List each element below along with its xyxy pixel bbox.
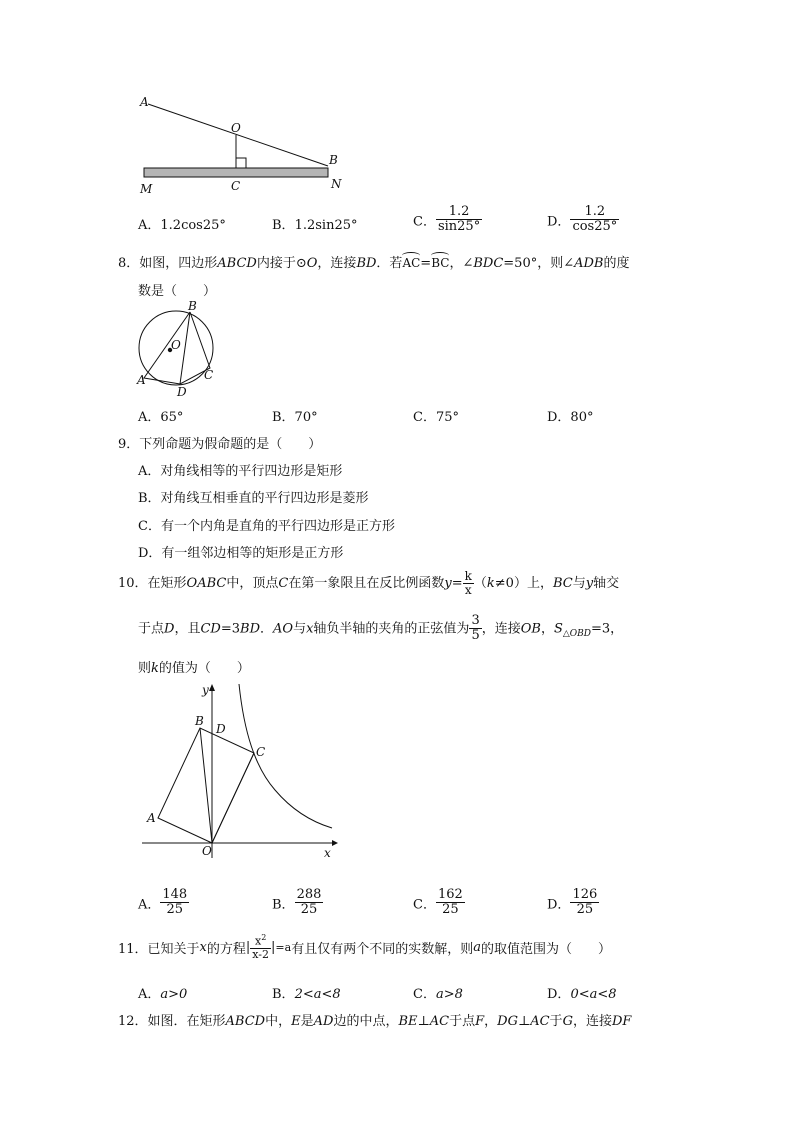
- q10-fraction-numerator: k: [464, 569, 472, 583]
- q10-text-7: 与: [572, 576, 586, 592]
- q10-stem-line1: [118, 570, 619, 597]
- q10-option-b[interactable]: [272, 888, 323, 918]
- q8-o: O: [306, 256, 318, 271]
- q7-option-d-fraction: [570, 205, 619, 235]
- q10-l2e: 与: [293, 621, 307, 637]
- q12-text-6: 于点: [449, 1014, 476, 1029]
- q7-option-b[interactable]: [272, 214, 357, 233]
- fig10-label-x: x: [324, 846, 331, 860]
- q11-option-b[interactable]: [272, 983, 341, 1002]
- fig8-label-a: A: [137, 373, 146, 387]
- q11-x: x: [199, 939, 207, 955]
- diagonal-ob: [200, 728, 212, 843]
- q12-stem: [118, 1010, 631, 1029]
- q10-l2g: ，连接: [481, 621, 521, 637]
- q10-bc: BC: [552, 576, 573, 592]
- q10-x: x: [306, 621, 314, 637]
- q10-text-3: 在第一象限且在反比例函数: [288, 576, 445, 592]
- q10-option-a-fraction: [160, 888, 189, 918]
- q8-arc-ac: AC: [402, 252, 420, 270]
- q12-g: G: [562, 1014, 573, 1029]
- q9-option-a[interactable]: A．对角线相等的平行四边形是矩形: [138, 464, 343, 479]
- q10-bd: BD: [240, 621, 260, 637]
- q12-text-1: 12．如图．在矩形: [118, 1014, 226, 1029]
- q11-option-b-letter: B．: [272, 987, 295, 1002]
- q11-option-a-letter: A．: [138, 987, 161, 1002]
- q10-fraction-3-over-5: [469, 614, 481, 644]
- q7-option-a[interactable]: [138, 214, 226, 233]
- q11-option-d-text: 0<a<8: [570, 987, 617, 1002]
- q10-option-c-denominator: 25: [436, 902, 465, 917]
- q8-option-b[interactable]: B．70°: [272, 410, 318, 425]
- q8-bdc: BDC: [473, 256, 504, 271]
- q11-text-3: 有且仅有两个不同的实数解，则: [291, 941, 474, 957]
- q8-text-1: 8．如图，四边形: [118, 256, 218, 271]
- q10-fraction-k-over-x: [463, 570, 474, 597]
- q8-arc-bc: BC: [431, 252, 449, 270]
- q9-option-c[interactable]: C．有一个内角是直角的平行四边形是正方形: [138, 519, 395, 534]
- q8-figure: [130, 298, 230, 398]
- q10-option-c-fraction: [436, 888, 465, 918]
- q12-text-5: ⊥: [417, 1014, 430, 1029]
- fig7-label-o: O: [231, 121, 241, 135]
- q11-option-c-letter: C．: [413, 987, 436, 1002]
- q8-option-c[interactable]: C．75°: [413, 410, 459, 425]
- q10-option-a-denominator: 25: [160, 902, 189, 917]
- q12-ac2: AC: [530, 1014, 550, 1029]
- q11-a: a: [473, 939, 481, 955]
- q10-c: C: [278, 576, 289, 592]
- q10-l2i: =3，: [591, 621, 624, 637]
- fig10-label-c: C: [256, 745, 266, 759]
- q10-option-a-numerator: 148: [162, 887, 188, 902]
- q10-option-b-numerator: 288: [296, 887, 322, 902]
- q7-option-d-letter: D．: [547, 214, 571, 230]
- q12-ac: AC: [429, 1014, 450, 1029]
- q11-abs-bar-right: |: [271, 939, 276, 955]
- q10-y: y: [444, 576, 452, 592]
- q8-adb: ADB: [574, 256, 604, 271]
- q10-option-a-letter: A．: [138, 897, 161, 913]
- q8-abcd: ABCD: [217, 256, 257, 271]
- q7-option-c[interactable]: [413, 205, 482, 235]
- q11-option-d[interactable]: [547, 983, 617, 1002]
- q8-text-4: ．若: [376, 256, 403, 271]
- q7-option-d-numerator: 1.2: [584, 204, 606, 219]
- q10-option-d-numerator: 126: [572, 887, 598, 902]
- diagonal-bd: [180, 312, 190, 384]
- fig8-label-c: C: [204, 368, 214, 382]
- q10-l3a: 则: [138, 661, 152, 676]
- q10-ao: AO: [273, 621, 294, 637]
- q10-option-b-letter: B．: [272, 897, 295, 913]
- q10-text-6: ≠0）上，: [494, 576, 553, 592]
- q12-text-3: 是: [300, 1014, 314, 1029]
- q10-k2: k: [151, 661, 159, 676]
- q10-option-d-denominator: 25: [570, 902, 599, 917]
- q10-sine-denominator: 5: [471, 628, 480, 644]
- q12-f: F: [475, 1014, 485, 1029]
- q10-text-8: 轴交: [593, 576, 620, 592]
- q12-abcd: ABCD: [225, 1014, 266, 1029]
- ground-bar-mn: [144, 168, 328, 177]
- q11-option-d-letter: D．: [547, 987, 571, 1002]
- q11-text-2: 的方程: [206, 941, 246, 957]
- q7-figure: [130, 90, 350, 200]
- q10-s: S: [553, 621, 563, 637]
- q11-option-a-text: a>0: [160, 987, 188, 1002]
- q9-stem: 9．下列命题为假命题的是（ ）: [118, 437, 322, 452]
- q12-text-2: 中，: [265, 1014, 292, 1029]
- q11-numerator-exponent: 2: [261, 933, 267, 942]
- segment-ab: [148, 104, 328, 166]
- q12-text-10: ，连接: [572, 1014, 612, 1029]
- q12-df: DF: [611, 1014, 632, 1029]
- q11-option-c-text: a>8: [435, 987, 463, 1002]
- q8-text-7: 的度: [603, 256, 630, 271]
- q10-figure: [140, 682, 340, 862]
- q10-text-4: =: [451, 576, 463, 592]
- y-axis-arrow: [209, 684, 215, 691]
- fig7-label-n: N: [331, 177, 342, 191]
- q10-s-subscript: △OBD: [562, 628, 592, 639]
- q10-d: D: [164, 621, 175, 637]
- q7-option-a-text: 1.2cos25°: [160, 218, 226, 233]
- q11-abs-bar-left: |: [245, 939, 251, 955]
- q8-text-5: ，∠: [449, 256, 474, 271]
- q7-option-c-denominator: sin25°: [437, 219, 481, 235]
- fig7-label-m: M: [140, 182, 153, 196]
- q8-bd: BD: [356, 256, 377, 271]
- q7-option-b-letter: B．: [272, 218, 295, 233]
- fig10-label-a: A: [147, 811, 156, 825]
- q11-text-1: 11．已知关于: [118, 941, 200, 957]
- q10-option-b-denominator: 25: [295, 902, 324, 917]
- q10-oabc: OABC: [186, 576, 227, 592]
- q7-option-d-denominator: cos25°: [572, 219, 618, 235]
- q8-text-2: 内接于⊙: [256, 256, 307, 271]
- q7-option-a-letter: A．: [138, 218, 161, 233]
- q10-l2c: =3: [220, 621, 241, 637]
- q10-option-d-letter: D．: [547, 897, 571, 913]
- q10-option-a[interactable]: [138, 888, 189, 918]
- q12-be: BE: [398, 1014, 418, 1029]
- q10-ob: OB: [520, 621, 541, 637]
- q11-option-b-text: 2<a<8: [294, 987, 341, 1002]
- q11-equals-a: =a: [275, 940, 292, 954]
- q10-text-2: 中，顶点: [226, 576, 279, 592]
- x-axis-arrow: [332, 840, 338, 846]
- q10-option-c[interactable]: [413, 888, 465, 918]
- fig8-label-d: D: [177, 385, 187, 398]
- q12-dg: DG: [497, 1014, 518, 1029]
- q12-e: E: [291, 1014, 301, 1029]
- q11-fraction: [250, 934, 271, 961]
- q12-ad: AD: [313, 1014, 334, 1029]
- q11-fraction-numerator: [250, 934, 271, 948]
- q10-text-1: 10．在矩形: [118, 576, 187, 592]
- q8-stem-line2: 数是（ ）: [138, 284, 217, 299]
- q11-text-4: 的取值范围为（ ）: [480, 941, 611, 957]
- q7-option-c-fraction: [436, 205, 482, 235]
- q10-option-c-numerator: 162: [437, 887, 463, 902]
- q11-option-a[interactable]: [138, 983, 187, 1002]
- q8-stem-line1: [118, 252, 630, 271]
- q7-option-c-letter: C．: [413, 214, 436, 230]
- q10-option-b-fraction: [295, 888, 324, 918]
- fig10-label-d: D: [216, 722, 226, 736]
- fig10-label-b: B: [195, 714, 204, 728]
- q11-numerator-x: x: [255, 934, 262, 948]
- fig10-label-y: y: [202, 683, 209, 697]
- q10-l2b: ，且: [174, 621, 201, 637]
- q7-option-c-numerator: 1.2: [448, 204, 470, 219]
- fig8-label-b: B: [188, 299, 197, 313]
- q8-option-a[interactable]: A．65°: [138, 410, 184, 425]
- q10-y2: y: [585, 576, 594, 592]
- q10-stem-line2: [138, 614, 623, 644]
- q10-option-c-letter: C．: [413, 897, 436, 913]
- q10-l2d: ．: [260, 621, 274, 637]
- q12-text-9: 于: [549, 1014, 563, 1029]
- q10-l2a: 于点: [138, 621, 165, 637]
- q7-option-b-text: 1.2sin25°: [294, 218, 358, 233]
- q8-option-d[interactable]: D．80°: [547, 410, 594, 425]
- q10-fraction-denominator: x: [463, 583, 474, 597]
- q10-l2f: 轴负半轴的夹角的正弦值为: [313, 621, 470, 637]
- q12-text-7: ，: [484, 1014, 498, 1029]
- q10-l2h: ，: [540, 621, 554, 637]
- fig7-label-a: A: [140, 95, 149, 109]
- q9-option-b[interactable]: B．对角线互相垂直的平行四边形是菱形: [138, 491, 369, 506]
- q11-stem: [118, 934, 611, 961]
- fig8-label-o: O: [171, 338, 181, 352]
- q10-stem-line3: [138, 657, 250, 676]
- q10-sine-numerator: 3: [471, 613, 480, 628]
- q10-l3b: 的值为（ ）: [158, 661, 250, 676]
- q8-equals: =: [420, 256, 432, 271]
- fig10-label-o: O: [202, 844, 212, 858]
- q12-text-4: 边的中点，: [333, 1014, 399, 1029]
- q11-fraction-denominator: x-2: [252, 947, 270, 961]
- q10-k: k: [486, 576, 495, 592]
- q10-text-5: （: [473, 576, 487, 592]
- diagonal-oc: [212, 753, 254, 843]
- q8-text-3: ，连接: [317, 256, 357, 271]
- q7-option-d[interactable]: [547, 205, 619, 235]
- q10-cd: CD: [200, 621, 221, 637]
- q9-option-d[interactable]: D．有一组邻边相等的矩形是正方形: [138, 546, 344, 561]
- right-angle-mark: [236, 158, 246, 168]
- q10-option-d-fraction: [570, 888, 599, 918]
- q10-option-d[interactable]: [547, 888, 599, 918]
- fig7-label-b: B: [329, 153, 338, 167]
- q11-option-c[interactable]: [413, 983, 463, 1002]
- fig7-label-c: C: [231, 179, 241, 193]
- q8-text-6: =50°，则∠: [503, 256, 575, 271]
- q12-text-8: ⊥: [517, 1014, 531, 1029]
